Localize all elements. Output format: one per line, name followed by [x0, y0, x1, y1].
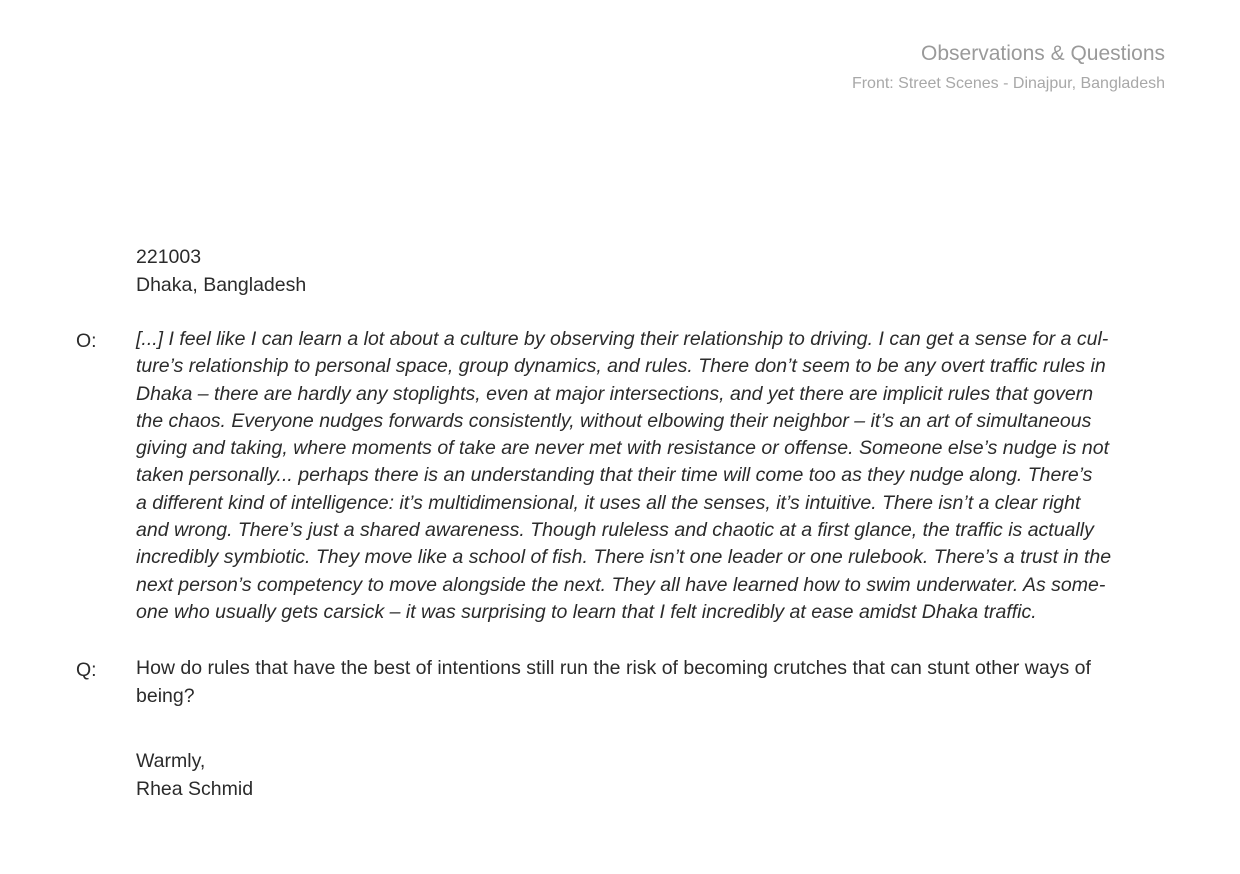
observation-line: and wrong. There’s just a shared awareness. Though ruleless and chaotic at a first glance, the traffic is actually	[136, 519, 1094, 542]
header-subtitle: Front: Street Scenes - Dinajpur, Bangladesh	[851, 75, 1165, 92]
observation-line: the chaos. Everyone nudges forwards consistently, without elbowing their neighbor – it’s an art of simultaneous	[136, 409, 1092, 432]
header-title: Observations & Questions	[921, 42, 1165, 65]
observation-line: giving and taking, where moments of take are never met with resistance or offense. Someone else’s nudge is not	[136, 437, 1110, 460]
observation-line: one who usually gets carsick – it was surprising to learn that I felt incredibly at ease amidst Dhaka traffic.	[136, 600, 1037, 623]
entry-meta	[136, 244, 306, 299]
entry-location: Dhaka, Bangladesh	[136, 273, 307, 296]
signoff-name: Rhea Schmid	[136, 777, 254, 800]
question-line: being?	[136, 684, 195, 707]
question-text	[136, 655, 1168, 710]
observation-text	[136, 326, 1168, 626]
observation-line: [...] I feel like I can learn a lot about a culture by observing their relationship to driving. I can get a sense for a cul-	[136, 328, 1109, 350]
observation-line: taken personally... perhaps there is an understanding that their time will come too as they nudge along. There’s	[136, 464, 1093, 487]
observation-line: ture’s relationship to personal space, group dynamics, and rules. There don’t seem to be any overt traffic rules in	[136, 355, 1106, 378]
observation-line: a different kind of intelligence: it’s multidimensional, it uses all the senses, it’s intuitive. There isn’t a clear right	[136, 491, 1081, 514]
page-header	[852, 40, 1165, 98]
question-line: How do rules that have the best of intentions still run the risk of becoming crutches that can stunt other ways of	[136, 657, 1091, 679]
observation-line: next person’s competency to move alongside the next. They all have learned how to swim underwater. As some-	[136, 573, 1106, 596]
observation-label: O:	[76, 330, 97, 352]
signoff-closing: Warmly,	[136, 750, 206, 772]
entry-date: 221003	[136, 246, 202, 268]
signoff	[136, 748, 253, 803]
question-label: Q:	[76, 659, 97, 681]
observation-line: Dhaka – there are hardly any stoplights, even at major intersections, and yet there are implicit rules that govern	[136, 382, 1094, 405]
observation-line: incredibly symbiotic. They move like a school of fish. There isn’t one leader or one rulebook. There’s a trust in the	[136, 546, 1112, 569]
